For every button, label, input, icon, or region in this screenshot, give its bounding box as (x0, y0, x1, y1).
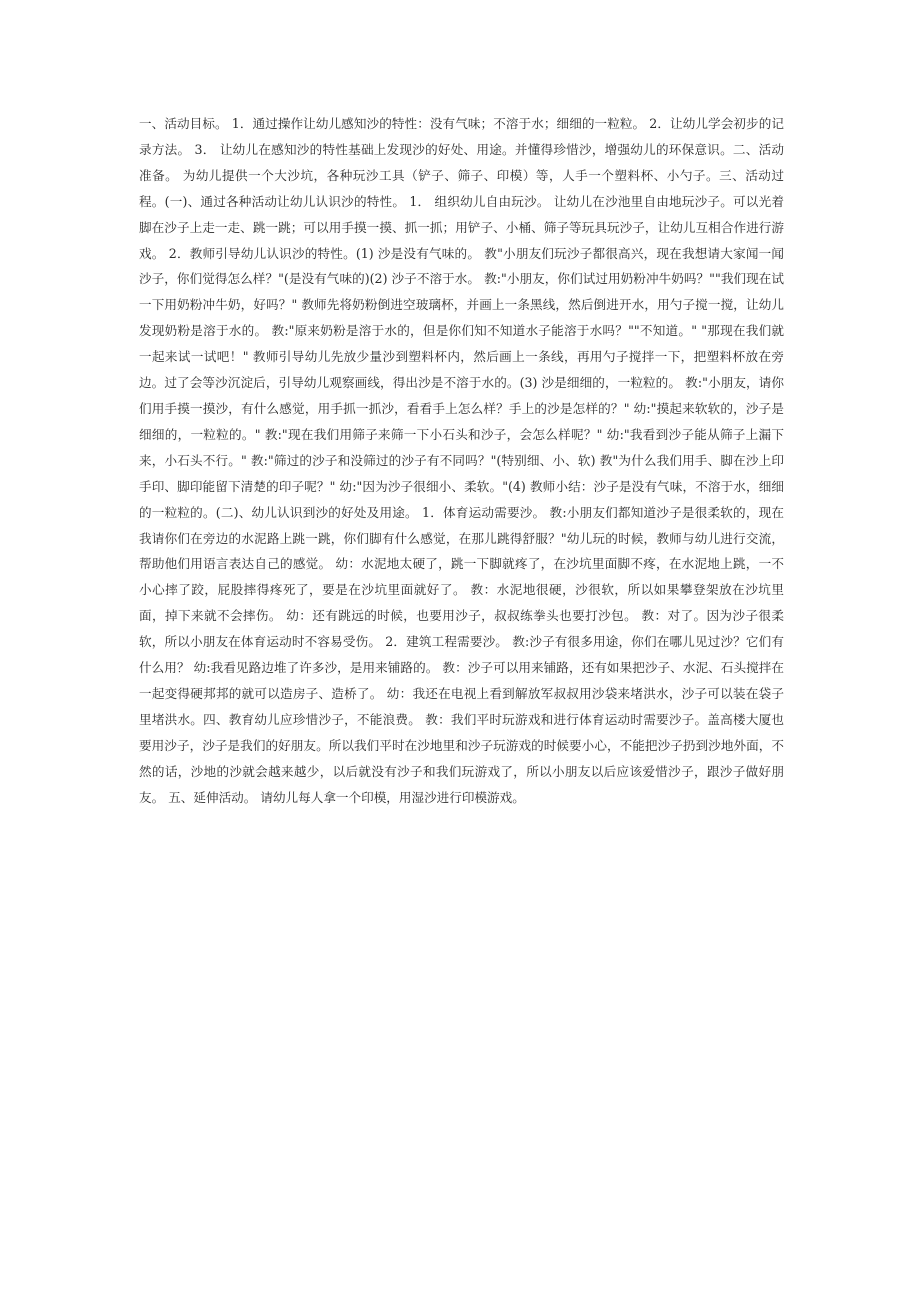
document-body-text: 一、活动目标。 1．通过操作让幼儿感知沙的特性：没有气味；不溶于水；细细的一粒粒。 2．让幼儿学会初步的记录方法。 3． 让幼儿在感知沙的特性基础上发现沙的好处、用途。并懂得珍惜沙，增强幼儿的环保意识。二、活动准备。 为幼儿提供一个大沙坑，各种玩沙工具（铲子、筛子、印模）等，人手一个塑料杯、小勺子。三、活动过程。(一)、通过各种活动让幼儿认识沙的特性。 1． 组织幼儿自由玩沙。 让幼儿在沙池里自由地玩沙子。可以光着脚在沙子上走一走、跳一跳；可以用手摸一摸、抓一抓；用铲子、小桶、筛子等玩具玩沙子，让幼儿互相合作进行游戏。 2．教师引导幼儿认识沙的特性。(1) 沙是没有气味的。 教"小朋友们玩沙子都很高兴，现在我想请大家闻一闻沙子，你们觉得怎么样？"(是没有气味的)(2) 沙子不溶于水。 教:"小朋友，你们试过用奶粉冲牛奶吗？""我们现在试一下用奶粉冲牛奶，好吗？" 教师先将奶粉倒进空玻璃杯，并画上一条黑线，然后倒进开水，用勺子搅一搅，让幼儿发现奶粉是溶于水的。 教:"原来奶粉是溶于水的，但是你们知不知道水子能溶于水吗？""不知道。" "那现在我们就一起来试一试吧！" 教师引导幼儿先放少量沙到塑料杯内，然后画上一条线，再用勺子搅拌一下，把塑料杯放在旁边。过了会等沙沉淀后，引导幼儿观察画线，得出沙是不溶于水的。(3) 沙是细细的，一粒粒的。 教:"小朋友，请你们用手摸一摸沙，有什么感觉，用手抓一抓沙，看看手上怎么样？手上的沙是怎样的？" 幼:"摸起来软软的，沙子是细细的，一粒粒的。" 教:"现在我们用筛子来筛一下小石头和沙子，会怎么样呢？" 幼:"我看到沙子能从筛子上漏下来，小石头不行。" 教:"筛过的沙子和没筛过的沙子有不同吗？"(特别细、小、软) 教"为什么我们用手、脚在沙上印手印、脚印能留下清楚的印子呢？" 幼:"因为沙子很细小、柔软。"(4) 教师小结：沙子是没有气味，不溶于水，细细的一粒粒的。(二)、幼儿认识到沙的好处及用途。 1．体育运动需要沙。 教:小朋友们都知道沙子是很柔软的，现在我请你们在旁边的水泥路上跳一跳，你们脚有什么感觉，在那儿跳得舒服？"幼儿玩的时候，教师与幼儿进行交流，帮助他们用语言表达自己的感觉。 幼：水泥地太硬了，跳一下脚就疼了，在沙坑里面脚不疼，在水泥地上跳，一不小心摔了跤，屁股摔得疼死了，要是在沙坑里面就好了。 教：水泥地很硬，沙很软，所以如果攀登架放在沙坑里面，掉下来就不会摔伤。 幼：还有跳远的时候，也要用沙子，叔叔练拳头也要打沙包。 教：对了。因为沙子很柔软，所以小朋友在体育运动时不容易受伤。 2．建筑工程需要沙。 教:沙子有很多用途，你们在哪儿见过沙？它们有什么用？ 幼:我看见路边堆了许多沙，是用来铺路的。 教：沙子可以用来铺路，还有如果把沙子、水泥、石头搅拌在一起变得硬邦邦的就可以造房子、造桥了。 幼：我还在电视上看到解放军叔叔用沙袋来堵洪水，沙子可以装在袋子里堵洪水。四、教育幼儿应珍惜沙子，不能浪费。 教：我们平时玩游戏和进行体育运动时需要沙子。盖高楼大厦也要用沙子，沙子是我们的好朋友。所以我们平时在沙地里和沙子玩游戏的时候要小心，不能把沙子扔到沙地外面，不然的话，沙地的沙就会越来越少，以后就没有沙子和我们玩游戏了，所以小朋友以后应该爱惜沙子，跟沙子做好朋友。 五、延伸活动。 请幼儿每人拿一个印模，用湿沙进行印模游戏。 (139, 116, 784, 805)
document-content (139, 111, 784, 810)
